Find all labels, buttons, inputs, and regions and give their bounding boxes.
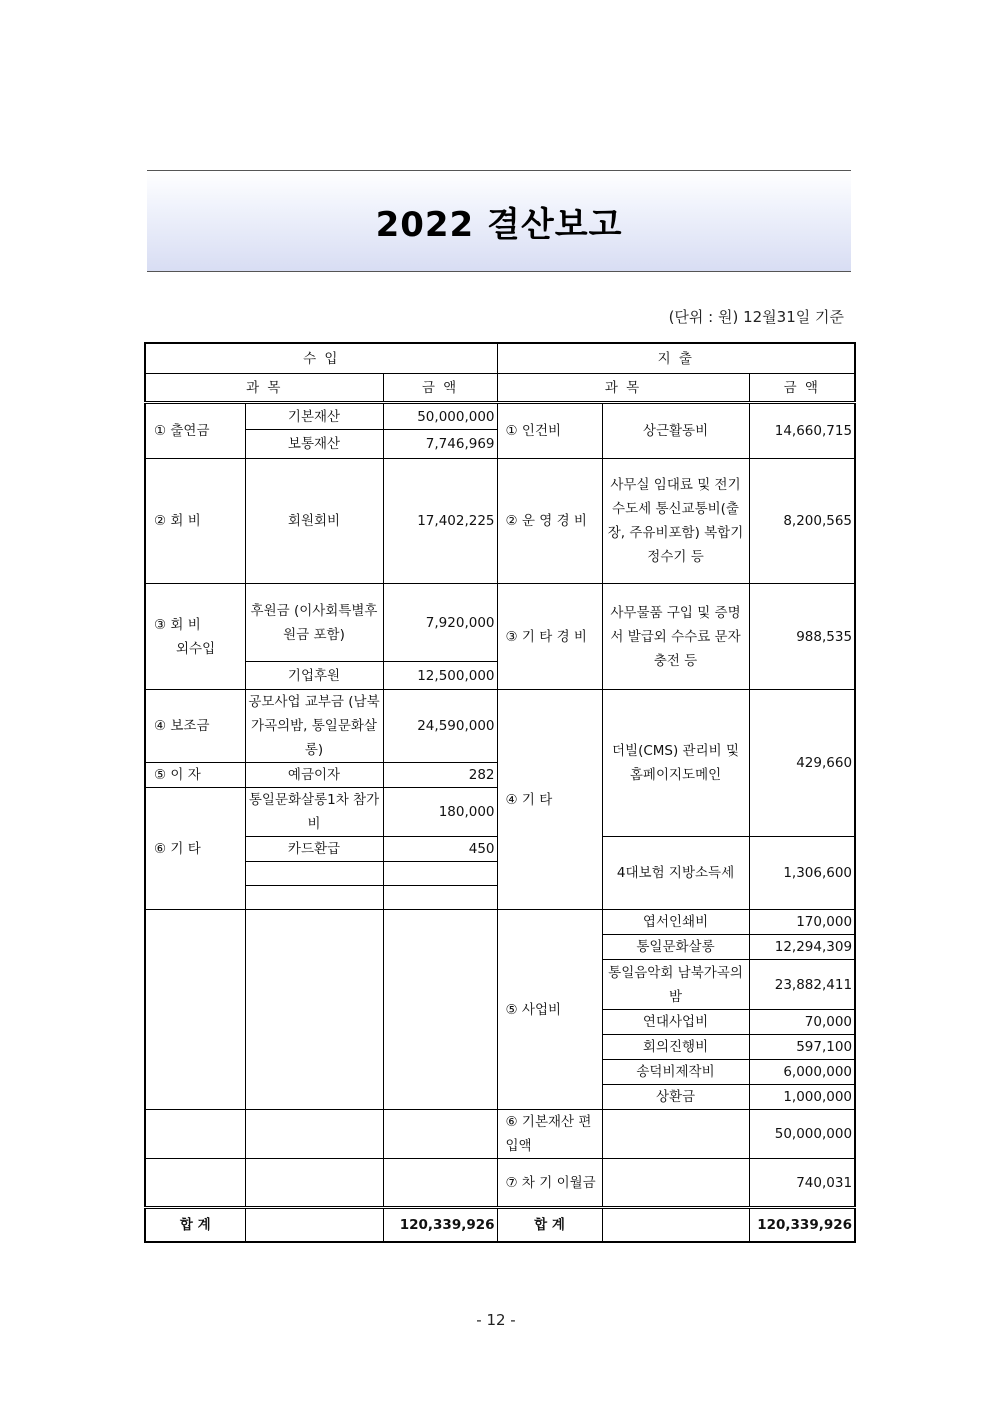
income-category: ② 회 비 — [145, 459, 245, 584]
expense-item: 통일문화살롱 — [602, 935, 749, 960]
income-item: 보통재산 — [245, 430, 383, 459]
empty-cell — [602, 1208, 749, 1243]
expense-item: 연대사업비 — [602, 1010, 749, 1035]
expense-item: 회의진행비 — [602, 1035, 749, 1060]
income-category: ① 출연금 — [145, 403, 245, 459]
income-amount: 7,920,000 — [383, 584, 497, 662]
empty-cell — [383, 862, 497, 886]
title-banner — [147, 170, 851, 272]
header-row-1 — [145, 343, 855, 374]
table-row — [145, 1159, 855, 1208]
expense-amount: 429,660 — [749, 690, 855, 837]
income-amount: 282 — [383, 763, 497, 788]
expense-amount: 50,000,000 — [749, 1110, 855, 1159]
expense-category: ⑥ 기본재산 편입액 — [497, 1110, 602, 1159]
table-row — [145, 1110, 855, 1159]
header-row-2 — [145, 374, 855, 403]
expense-amount: 597,100 — [749, 1035, 855, 1060]
income-item: 예금이자 — [245, 763, 383, 788]
income-category-line2: 외수입 — [176, 640, 216, 657]
income-subject-header: 과 목 — [145, 374, 383, 403]
expense-category: ③ 기 타 경 비 — [497, 584, 602, 690]
expense-amount-header: 금 액 — [749, 374, 855, 403]
page-number: - 12 - — [476, 1311, 516, 1329]
income-amount: 180,000 — [383, 788, 497, 837]
expense-amount: 740,031 — [749, 1159, 855, 1208]
expense-amount: 70,000 — [749, 1010, 855, 1035]
income-total-label: 합 계 — [145, 1208, 245, 1243]
expense-category: ⑦ 차 기 이월금 — [497, 1159, 602, 1208]
income-item: 후원금 (이사회특별후원금 포함) — [245, 584, 383, 662]
expense-amount: 12,294,309 — [749, 935, 855, 960]
income-category: ⑤ 이 자 — [145, 763, 245, 788]
empty-cell — [383, 1159, 497, 1208]
income-amount: 450 — [383, 837, 497, 862]
expense-subject-header: 과 목 — [497, 374, 749, 403]
table-row — [145, 459, 855, 584]
income-item: 통일문화살롱1차 참가비 — [245, 788, 383, 837]
expense-item: 상근활동비 — [602, 403, 749, 459]
expense-item: 4대보험 지방소득세 — [602, 837, 749, 910]
empty-cell — [145, 1159, 245, 1208]
empty-cell — [245, 1208, 383, 1243]
empty-cell — [245, 862, 383, 886]
expense-header: 지 출 — [497, 343, 855, 374]
expense-item: 사무물품 구입 및 증명서 발급외 수수료 문자충전 등 — [602, 584, 749, 690]
total-row — [145, 1208, 855, 1243]
empty-cell — [245, 1110, 383, 1159]
empty-cell — [383, 910, 497, 1110]
income-item: 회원회비 — [245, 459, 383, 584]
empty-cell — [245, 886, 383, 910]
income-item: 공모사업 교부금 (남북가곡의밤, 통일문화살롱) — [245, 690, 383, 763]
expense-amount: 8,200,565 — [749, 459, 855, 584]
expense-category: ④ 기 타 — [497, 690, 602, 910]
income-amount: 12,500,000 — [383, 662, 497, 690]
expense-total-label: 합 계 — [497, 1208, 602, 1243]
expense-amount: 1,306,600 — [749, 837, 855, 910]
income-amount: 7,746,969 — [383, 430, 497, 459]
page-title: 2022 결산보고 — [375, 204, 623, 245]
expense-item: 엽서인쇄비 — [602, 910, 749, 935]
income-amount-header: 금 액 — [383, 374, 497, 403]
income-item: 카드환급 — [245, 837, 383, 862]
expense-category: ② 운 영 경 비 — [497, 459, 602, 584]
expense-item: 상환금 — [602, 1085, 749, 1110]
expense-category: ① 인건비 — [497, 403, 602, 459]
income-category: ⑥ 기 타 — [145, 788, 245, 910]
expense-item: 송덕비제작비 — [602, 1060, 749, 1085]
expense-total: 120,339,926 — [749, 1208, 855, 1243]
expense-amount: 988,535 — [749, 584, 855, 690]
empty-cell — [383, 1110, 497, 1159]
unit-note: (단위 : 원) 12월31일 기준 — [668, 308, 844, 326]
income-amount: 17,402,225 — [383, 459, 497, 584]
table-row — [145, 690, 855, 763]
expense-amount: 1,000,000 — [749, 1085, 855, 1110]
income-category — [145, 584, 245, 690]
expense-item: 통일음악회 남북가곡의 밤 — [602, 960, 749, 1010]
income-header: 수 입 — [145, 343, 497, 374]
empty-cell — [383, 886, 497, 910]
income-amount: 24,590,000 — [383, 690, 497, 763]
income-amount: 50,000,000 — [383, 403, 497, 430]
expense-amount: 23,882,411 — [749, 960, 855, 1010]
table-row — [145, 403, 855, 430]
empty-cell — [145, 1110, 245, 1159]
empty-cell — [245, 910, 383, 1110]
income-category: ④ 보조금 — [145, 690, 245, 763]
expense-amount: 14,660,715 — [749, 403, 855, 459]
empty-cell — [602, 1159, 749, 1208]
expense-item: 사무실 임대료 및 전기수도세 통신교통비(출장, 주유비포함) 복합기 정수기 등 — [602, 459, 749, 584]
income-item: 기업후원 — [245, 662, 383, 690]
expense-category: ⑤ 사업비 — [497, 910, 602, 1110]
empty-cell — [145, 910, 245, 1110]
settlement-table — [144, 342, 856, 1243]
expense-amount: 170,000 — [749, 910, 855, 935]
income-total: 120,339,926 — [383, 1208, 497, 1243]
expense-item: 더빌(CMS) 관리비 및 홈페이지도메인 — [602, 690, 749, 837]
empty-cell — [602, 1110, 749, 1159]
income-category-line1: ③ 회 비 — [154, 616, 201, 633]
income-item: 기본재산 — [245, 403, 383, 430]
table-row — [145, 584, 855, 662]
table-row — [145, 910, 855, 935]
expense-amount: 6,000,000 — [749, 1060, 855, 1085]
empty-cell — [245, 1159, 383, 1208]
